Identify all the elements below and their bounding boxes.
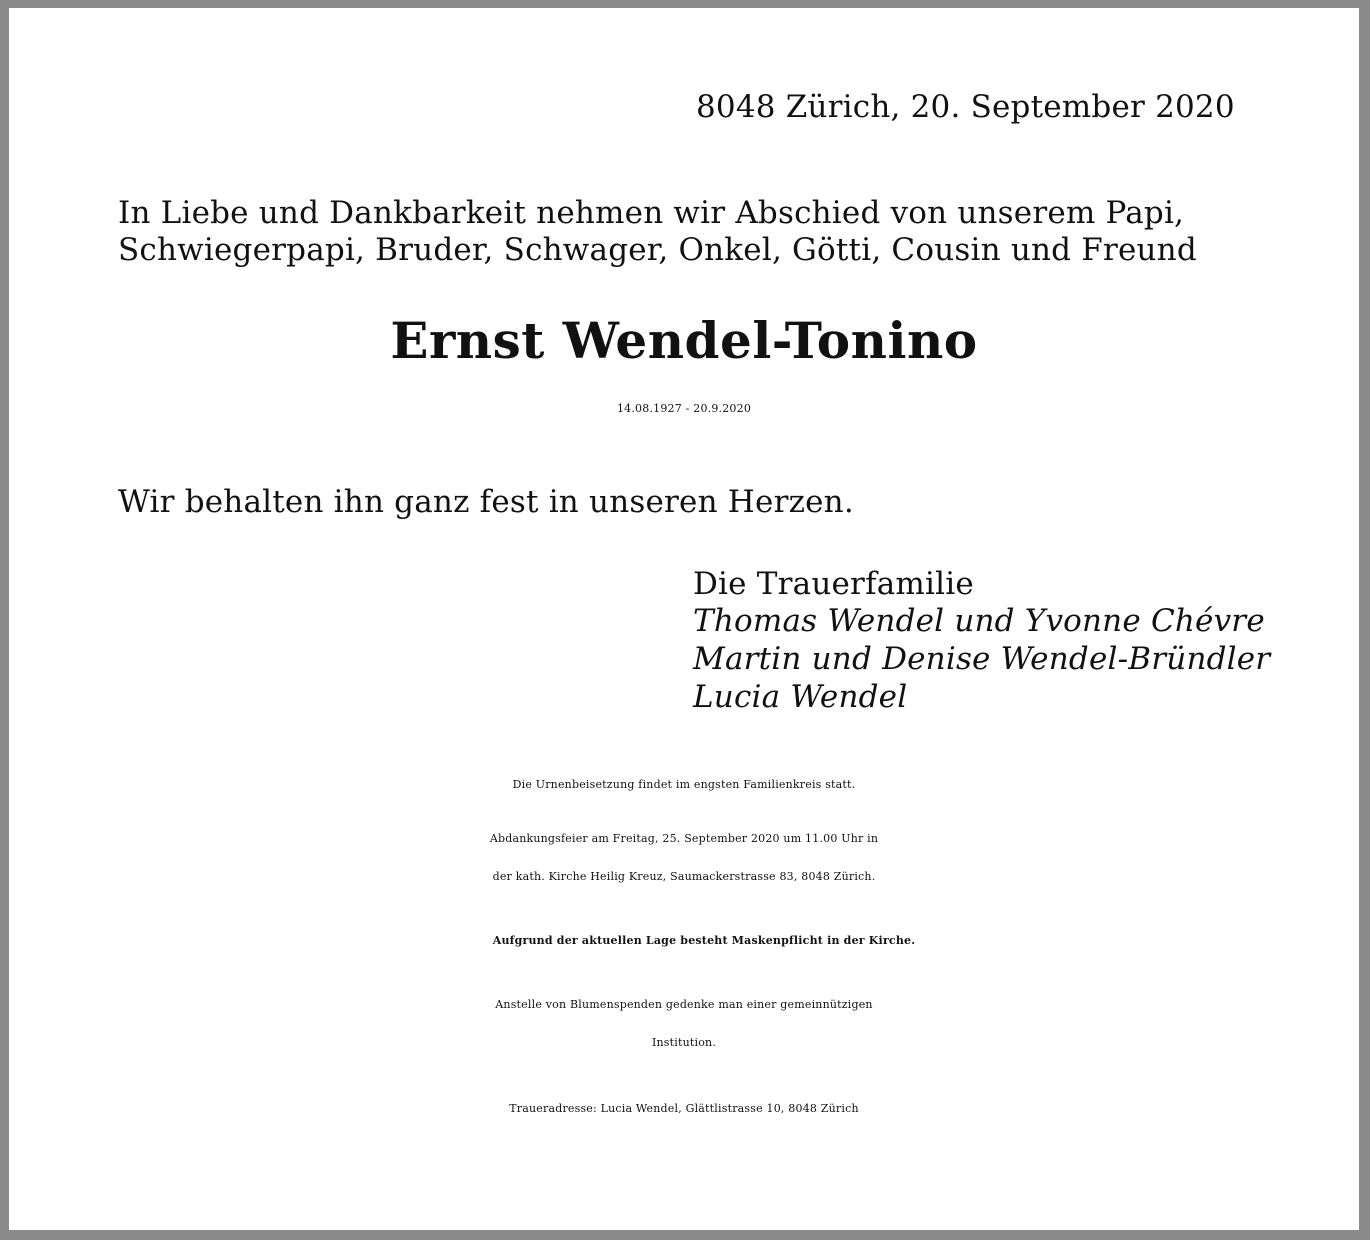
mourning-address: Traueradresse: Lucia Wendel, Glättlistrasse 10, 8048 Zürich [509, 1102, 859, 1115]
place-date: 8048 Zürich, 20. September 2020 [696, 89, 1235, 125]
deceased-name: Ernst Wendel-Tonino [390, 311, 978, 370]
donation-notice-line-1: Anstelle von Blumenspenden gedenke man einer gemeinnützigen [495, 998, 873, 1011]
life-dates: 14.08.1927 - 20.9.2020 [616, 402, 752, 415]
family-heading: Die Trauerfamilie [693, 566, 974, 602]
family-member: Thomas Wendel und Yvonne Chévre [693, 603, 1265, 639]
obituary-page [9, 8, 1359, 1230]
service-notice-line-1: Abdankungsfeier am Freitag, 25. September 2020 um 11.00 Uhr in [489, 832, 879, 845]
family-member: Martin und Denise Wendel-Bründler [693, 641, 1271, 677]
intro-line-1: In Liebe und Dankbarkeit nehmen wir Abschied von unserem Papi, [118, 195, 1185, 231]
burial-notice: Die Urnenbeisetzung findet im engsten Familienkreis statt. [512, 778, 856, 791]
donation-notice-line-2: Institution. [651, 1036, 717, 1049]
mask-notice: Aufgrund der aktuellen Lage besteht Maskenpflicht in der Kirche. [492, 934, 916, 947]
family-member: Lucia Wendel [693, 679, 908, 715]
remembrance-message: Wir behalten ihn ganz fest in unseren Herzen. [118, 484, 854, 520]
intro-line-2: Schwiegerpapi, Bruder, Schwager, Onkel, Götti, Cousin und Freund [118, 232, 1197, 268]
service-notice-line-2: der kath. Kirche Heilig Kreuz, Saumackerstrasse 83, 8048 Zürich. [492, 870, 876, 883]
